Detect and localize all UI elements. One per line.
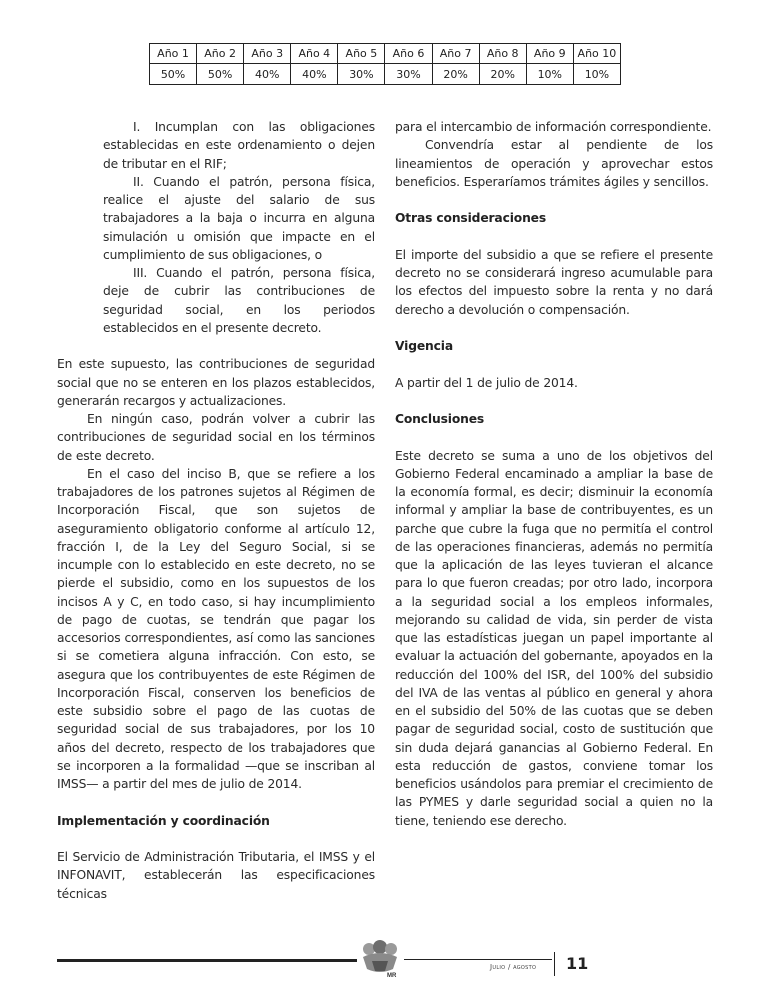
logo-text: MR: [387, 973, 397, 979]
right-column: [395, 118, 713, 830]
table-header: Año 7: [432, 44, 479, 64]
table-header: Año 2: [197, 44, 244, 64]
table-header: Año 8: [479, 44, 526, 64]
paragraph: Convendría estar al pendiente de los lineamientos de operación y aprovechar estos beneficios. Esperaríamos trámites ágiles y sencillos.: [395, 138, 713, 189]
footer-rule-right: [404, 959, 552, 960]
table-header: Año 1: [150, 44, 197, 64]
publisher-logo: [357, 939, 403, 979]
paragraph: El importe del subsidio a que se refiere el presente decreto no se considerará ingreso acumulable para los efectos del impuesto sobre la renta y no dará derecho a devolución o compensación.: [395, 247, 713, 317]
footer-rule-left: [57, 959, 357, 962]
paragraph: para el intercambio de información correspondiente.: [395, 120, 712, 134]
table-cell: 50%: [197, 64, 244, 85]
fracciones-list: [57, 118, 375, 337]
table-cell: 10%: [573, 64, 620, 85]
list-item: I. Incumplan con las obligaciones establecidas en este ordenamiento o dejen de tributar en el RIF;: [103, 120, 375, 171]
paragraph: En este supuesto, las contribuciones de seguridad social que no se enteren en los plazos establecidos, generarán recargos y actualizaciones.: [57, 357, 375, 408]
table-cell: 40%: [244, 64, 291, 85]
issue-date: Julio / agosto: [490, 963, 537, 971]
table-header: Año 9: [526, 44, 573, 64]
table-header: Año 4: [291, 44, 338, 64]
table-cell: 50%: [150, 64, 197, 85]
page-number: 11: [566, 954, 589, 973]
paragraph: A partir del 1 de julio de 2014.: [395, 375, 578, 390]
paragraph: Este decreto se suma a uno de los objetivos del Gobierno Federal encaminado a ampliar la base de la economía formal, es decir; disminuir la economía informal y ampliar la base de contribuyentes, es un parche que cubre la fuga que no permitía el control de las operaciones financieras, además no permitía que la aplicación de las leyes tuvieran el alcance para lo que fueron creadas; por otro lado, incorpora a la seguridad social a los empleos informales, mejorando su calidad de vida, sin perder de vista que las estadísticas juegan un papel importante al evaluar la actuación del gobernante, apoyados en la reducción del 100% del ISR, del 100% del subsidio del IVA de las ventas al público en general y ahora en el subsidio del 50% de las cuotas que se deben pagar de seguridad social, costo de sustitución que sin duda dejará ganancias al Gobierno Federal. En esta reducción de gastos, conviene tomar los beneficios usándolos para premiar el crecimiento de las PYMES y darle seguridad social a quien no la tiene, teniendo ese derecho.: [395, 448, 713, 828]
table-header: Año 3: [244, 44, 291, 64]
footer-separator: [554, 952, 555, 976]
section-heading-vigencia: Vigencia: [395, 339, 454, 353]
section-heading-otras: Otras consideraciones: [395, 211, 547, 226]
paragraph: El Servicio de Administración Tributaria, el IMSS y el INFONAVIT, establecerán las especificaciones técnicas: [57, 850, 375, 901]
table-cell: 20%: [432, 64, 479, 85]
table-cell: 30%: [338, 64, 385, 85]
paragraph: En el caso del inciso B, que se refiere a los trabajadores de los patrones sujetos al Régimen de Incorporación Fiscal, que son sujetos de aseguramiento obligatorio conforme al artículo 12, fracción I, de la Ley del Seguro Social, si se incumple con lo establecido en este decreto, no se pierde el subsidio, como en los supuestos de los incisos A y C, en todo caso, si hay incumplimiento de pago de cuotas, se tendrán que pagar los accesorios correspondientes, así como las sanciones si se cometiera alguna infracción. Con esto, se asegura que los contribuyentes de este Régimen de Incorporación Fiscal, conserven los beneficios de este subsidio sobre el pago de las cuotas de seguridad social de sus trabajadores, por los 10 años del decreto, respecto de los trabajadores que se incorporen a la formalidad —que se inscriban al IMSS— a partir del mes de julio de 2014.: [57, 466, 375, 791]
table-cell: 20%: [479, 64, 526, 85]
table-cell: 40%: [291, 64, 338, 85]
table-cell: 10%: [526, 64, 573, 85]
section-heading-implementacion: Implementación y coordinación: [57, 813, 270, 828]
table-header-row: [150, 44, 621, 64]
table-header: Año 10: [573, 44, 620, 64]
table-header: Año 5: [338, 44, 385, 64]
list-item: III. Cuando el patrón, persona física, deje de cubrir las contribuciones de seguridad social, en los periodos establecidos en el presente decreto.: [103, 266, 375, 335]
subsidy-table: [149, 43, 621, 85]
left-column: [57, 118, 375, 903]
paragraph: En ningún caso, podrán volver a cubrir las contribuciones de seguridad social en los términos de este decreto.: [57, 412, 375, 463]
section-heading-conclusiones: Conclusiones: [395, 412, 485, 426]
table-header: Año 6: [385, 44, 432, 64]
list-item: II. Cuando el patrón, persona física, realice el ajuste del salario de sus trabajadores a la baja o incurra en alguna simulación u omisión que impacte en el cumplimiento de sus obligaciones, o: [103, 174, 375, 262]
table-cell: 30%: [385, 64, 432, 85]
table-row: [150, 64, 621, 85]
